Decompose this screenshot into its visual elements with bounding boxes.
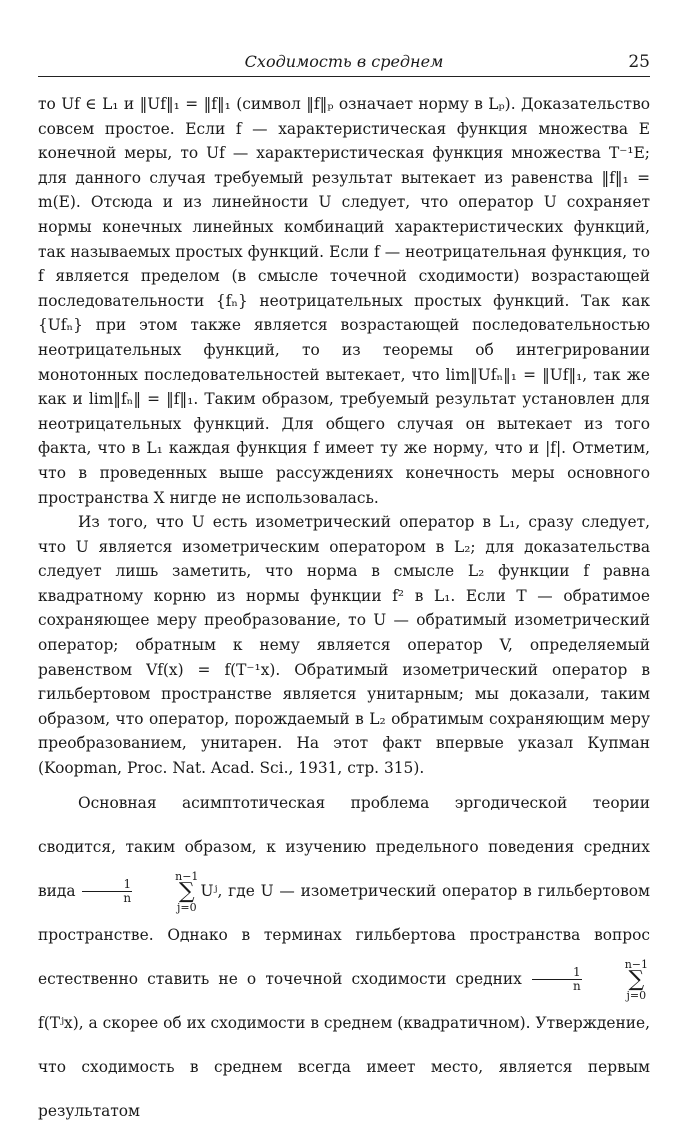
paragraph-2-text: Из того, что U есть изометрический оператор в L₁, сразу следует, что U является изометрическим оператором в L₂; для доказательства следует лишь заметить, что норма в смысле L₂ функции f равна квадратному корню из нормы функции f² в L₁. Если T — обратимое сохраняющее меру преобразование, то U — обратимый изометрический оператор; обратным к нему является оператор V, определяемый равенством Vf(x) = f(T⁻¹x). Обратимый изометрический оператор в гильбертовом пространстве является унитарным; мы доказали, таким образом, что оператор, порождаемый в L₂ обратимым сохраняющим меру преобразованием, унитарен. На этот факт впервые указал Купман (Koopman, Proc. Nat. Acad. Sci., 1931, стр. 315). [38,513,650,778]
paragraph-2 [38,510,650,781]
fraction-1-over-n [82,878,132,905]
fraction-denominator: n [572,979,581,994]
fraction-numerator: 1 [532,966,582,980]
paragraph-1-text: то Uf ∈ L₁ и ‖Uf‖₁ = ‖f‖₁ (символ ‖f‖ₚ означает норму в Lₚ). Доказательство совсем простое. Если f — характеристическая функция множества E конечной меры, то Uf — характеристическая функция множества T⁻¹E; для данного случая требуемый результат вытекает из равенства ‖f‖₁ = m(E). Отсюда и из линейности U следует, что оператор U сохраняет нормы конечных линейных комбинаций характеристических функций, так называемых простых функций. Если f — неотрицательная функция, то f является пределом (в смысле точечной сходимости) возрастающей последовательности {fₙ} неотрицательных простых функций. Так как {Ufₙ} при этом также является возрастающей последовательностью неотрицательных функций, то из теоремы об интегрировании монотонных последовательностей вытекает, что lim‖Ufₙ‖₁ = ‖Uf‖₁, так же как и lim‖fₙ‖ = ‖f‖₁. Таким образом, требуемый результат установлен для неотрицательных функций. Для общего случая он вытекает из того факта, что в L₁ каждая функция f имеет ту же норму, что и |f|. Отметим, что в проведенных выше рассуждениях конечность меры основного пространства X нигде не использовалась. [38,95,650,507]
summation-2 [585,959,648,1001]
running-title: Сходимость в среднем [244,52,444,71]
paragraph-3-text-a: Основная асимптотическая проблема эргодической теории сводится, таким образом, к изучению предельного поведения средних вида [38,793,650,900]
header-rule [38,76,650,77]
paragraph-1 [38,92,650,510]
running-header [38,52,650,76]
page-number: 25 [628,52,650,72]
paragraph-3-text-c: f(Tʲx), а скорее об их сходимости в среднем (квадратичном). Утверждение, что сходимость в среднем всегда имеет место, является первым результатом [38,1013,650,1120]
summation-lower-limit: j=0 [176,900,197,914]
summation-upper-limit: n−1 [624,957,648,971]
summation-symbol: ∑ [178,878,195,904]
fraction-numerator: 1 [82,878,132,892]
summation [135,871,198,913]
summation-upper-limit: n−1 [175,869,199,883]
body-text [38,92,650,1133]
summation-lower-limit: j=0 [626,988,647,1002]
summation-symbol: ∑ [628,966,645,992]
fraction-1-over-n-2 [532,966,582,993]
paragraph-3-text-b: Uʲ, где U — изометрический оператор в гильбертовом пространстве. Однако в терминах гильбертова пространства вопрос естественно ставить не о точечной сходимости средних [38,881,650,988]
paragraph-3 [38,781,650,1133]
fraction-denominator: n [123,891,132,906]
